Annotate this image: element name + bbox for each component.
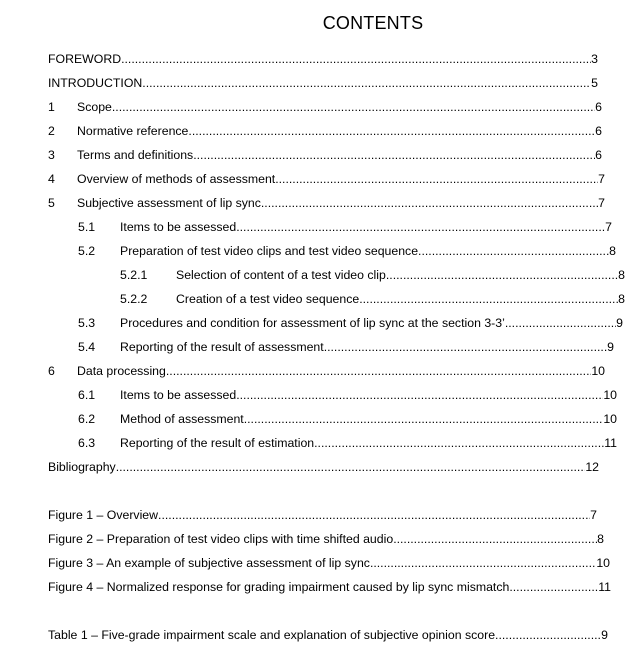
leader-dots — [193, 146, 595, 164]
toc-entry-foreword[interactable] — [48, 50, 598, 68]
toc-entry-title: Data processing — [77, 364, 166, 378]
toc-entry-number: 6 — [48, 364, 55, 378]
toc-entry-introduction[interactable] — [48, 74, 598, 92]
leader-dots — [324, 338, 607, 356]
figure-entry-title: Figure 1 – Overview — [48, 508, 159, 522]
table-entry-title: Table 1 – Five-grade impairment scale and explanation of subjective opinion score — [48, 628, 496, 642]
toc-entry-number: 5.4 — [78, 340, 96, 354]
toc-entry-page: 12 — [585, 460, 599, 474]
toc-entry-title: Scope — [77, 100, 112, 114]
toc-entry-6-1[interactable] — [78, 386, 617, 404]
leader-dots — [116, 458, 586, 476]
toc-entry-page: 6 — [595, 124, 602, 138]
leader-dots — [261, 194, 598, 212]
toc-entry-bibliography[interactable] — [48, 458, 599, 476]
toc-entry-number: 5.2 — [78, 244, 96, 258]
toc-entry-page: 7 — [598, 172, 605, 186]
toc-entry-page: 8 — [618, 292, 625, 306]
toc-entry-page: 10 — [591, 364, 605, 378]
leader-dots — [495, 626, 601, 644]
figure-entry-page: 7 — [590, 508, 597, 522]
leader-dots — [112, 98, 595, 116]
leader-dots — [244, 410, 604, 428]
leader-dots — [370, 554, 596, 572]
toc-entry-5-3[interactable] — [78, 314, 623, 332]
leader-dots — [121, 50, 591, 68]
toc-entry-title: Creation of a test video sequence — [176, 292, 360, 306]
table-entry-1[interactable] — [48, 626, 608, 644]
toc-entry-page: 7 — [598, 196, 605, 210]
leader-dots — [158, 506, 590, 524]
leader-dots — [275, 170, 598, 188]
leader-dots — [236, 218, 605, 236]
leader-dots — [359, 290, 618, 308]
toc-entry-page: 5 — [591, 76, 598, 90]
leader-dots — [166, 362, 591, 380]
toc-entry-number: 6.1 — [78, 388, 96, 402]
toc-entry-6-2[interactable] — [78, 410, 617, 428]
toc-entry-5-1[interactable] — [78, 218, 612, 236]
page-title: CONTENTS — [322, 13, 424, 33]
figure-entry-title: Figure 4 – Normalized response for grading impairment caused by lip sync mismatch — [48, 580, 510, 594]
figure-entry-title: Figure 3 – An example of subjective assessment of lip sync — [48, 556, 370, 570]
toc-entry-title: Overview of methods of assessment — [77, 172, 276, 186]
toc-entry-data-processing[interactable] — [48, 362, 605, 380]
figure-entry-1[interactable] — [48, 506, 597, 524]
leader-dots — [505, 314, 616, 332]
leader-dots — [393, 530, 597, 548]
toc-entry-number: 5 — [48, 196, 55, 210]
figure-entry-page: 8 — [597, 532, 604, 546]
toc-entry-number: 1 — [48, 100, 55, 114]
toc-entry-page: 6 — [595, 100, 602, 114]
leader-dots — [188, 122, 595, 140]
toc-entry-title: Reporting of the result of estimation — [120, 436, 315, 450]
toc-entry-title: Terms and definitions — [77, 148, 194, 162]
toc-entry-number: 5.1 — [78, 220, 96, 234]
toc-entry-page: 7 — [605, 220, 612, 234]
toc-entry-overview[interactable] — [48, 170, 605, 188]
toc-entry-page: 6 — [595, 148, 602, 162]
leader-dots — [236, 386, 603, 404]
leader-dots — [509, 578, 598, 596]
toc-entry-title: Items to be assessed — [120, 388, 237, 402]
toc-entry-number: 3 — [48, 148, 55, 162]
toc-entry-title: INTRODUCTION — [48, 76, 143, 90]
figure-entry-3[interactable] — [48, 554, 610, 572]
figure-entry-title: Figure 2 – Preparation of test video clips with time shifted audio — [48, 532, 394, 546]
toc-entry-title: Subjective assessment of lip sync — [77, 196, 261, 210]
toc-entry-normative-reference[interactable] — [48, 122, 602, 140]
toc-entry-page: 11 — [604, 436, 617, 450]
leader-dots — [314, 434, 604, 452]
toc-entry-page: 9 — [616, 316, 623, 330]
toc-entry-number: 5.2.1 — [120, 268, 148, 282]
toc-entry-number: 6.3 — [78, 436, 96, 450]
toc-entry-5-2-2[interactable] — [120, 290, 625, 308]
toc-entry-subjective-assessment[interactable] — [48, 194, 605, 212]
leader-dots — [386, 266, 618, 284]
toc-entry-page: 9 — [607, 340, 614, 354]
toc-entry-page: 3 — [591, 52, 598, 66]
toc-entry-page: 10 — [603, 412, 617, 426]
figure-entry-4[interactable] — [48, 578, 611, 596]
toc-entry-title: Method of assessment — [120, 412, 244, 426]
toc-entry-page: 8 — [618, 268, 625, 282]
toc-entry-5-2[interactable] — [78, 242, 616, 260]
toc-entry-number: 2 — [48, 124, 55, 138]
leader-dots — [142, 74, 591, 92]
figure-entry-page: 10 — [596, 556, 610, 570]
toc-entry-title: Selection of content of a test video clip — [176, 268, 386, 282]
toc-entry-title: FOREWORD — [48, 52, 122, 66]
toc-entry-title: Items to be assessed — [120, 220, 237, 234]
toc-entry-5-2-1[interactable] — [120, 266, 625, 284]
figure-entry-page: 11 — [598, 580, 611, 594]
toc-entry-scope[interactable] — [48, 98, 602, 116]
toc-entry-number: 5.2.2 — [120, 292, 148, 306]
toc-entry-title: Bibliography — [48, 460, 116, 474]
toc-entry-title: Preparation of test video clips and test video sequence — [120, 244, 419, 258]
leader-dots — [418, 242, 609, 260]
figure-entry-2[interactable] — [48, 530, 604, 548]
table-entry-page: 9 — [601, 628, 608, 642]
toc-entry-terms[interactable] — [48, 146, 602, 164]
toc-entry-title: Procedures and condition for assessment of lip sync at the section 3-3’ — [120, 316, 505, 330]
toc-entry-number: 5.3 — [78, 316, 96, 330]
toc-entry-page: 8 — [609, 244, 616, 258]
toc-entry-5-4[interactable] — [78, 338, 614, 356]
toc-entry-title: Normative reference — [77, 124, 189, 138]
toc-entry-title: Reporting of the result of assessment — [120, 340, 324, 354]
toc-entry-number: 4 — [48, 172, 55, 186]
toc-entry-6-3[interactable] — [78, 434, 617, 452]
toc-entry-number: 6.2 — [78, 412, 96, 426]
toc-entry-page: 10 — [603, 388, 617, 402]
